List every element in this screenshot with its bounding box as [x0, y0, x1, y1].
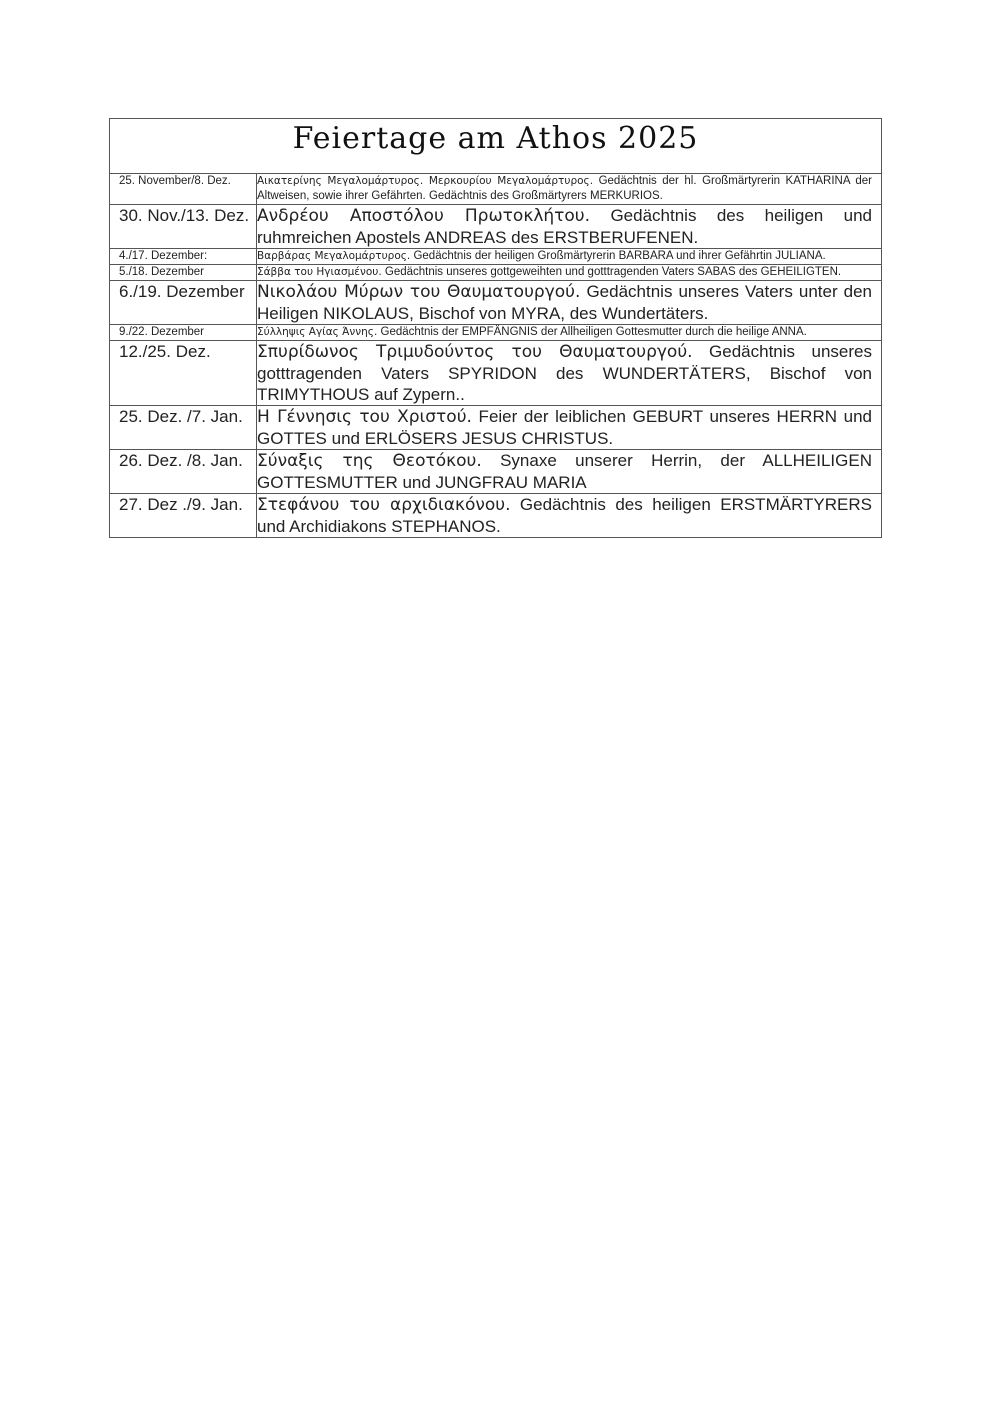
table-row: [110, 325, 882, 341]
description-cell: [257, 450, 882, 494]
german-description: Gedächtnis der EMPFÄNGNIS der Allheiligen Gottesmutter durch die heilige ANNA.: [377, 326, 807, 338]
date-cell: 5./18. Dezember: [110, 265, 257, 281]
table-row: [110, 281, 882, 325]
title-cell: [110, 119, 882, 174]
description-cell: [257, 341, 882, 406]
table-row: [110, 341, 882, 406]
description-cell: [257, 205, 882, 249]
description-cell: [257, 406, 882, 450]
german-description: Synaxe unserer Herrin, der ALLHEILIGEN GOTTESMUTTER und JUNGFRAU MARIA: [257, 451, 872, 492]
title-row: [110, 119, 882, 174]
german-description: Gedächtnis des heiligen und ruhmreichen Apostels ANDREAS des ERSTBERUFENEN.: [257, 206, 872, 247]
date-cell: 4./17. Dezember:: [110, 249, 257, 265]
greek-feast-name: Ανδρέου Αποστόλου Πρωτοκλήτου.: [257, 206, 591, 226]
table-row: [110, 406, 882, 450]
table-row: [110, 205, 882, 249]
greek-feast-name: Βαρβάρας Μεγαλομάρτυρος.: [257, 250, 411, 262]
greek-feast-name: Σύλληψις Αγίας Άννης.: [257, 326, 378, 338]
date-cell: 6./19. Dezember: [110, 281, 257, 325]
greek-feast-name: Σύναξις της Θεοτόκου.: [257, 451, 482, 471]
table-row: [110, 494, 882, 538]
greek-feast-name: Στεφάνου του αρχιδιακόνου.: [257, 495, 511, 515]
german-description: Gedächtnis des heiligen ERSTMÄRTYRERS und Archidiakons STEPHANOS.: [257, 495, 872, 536]
german-description: Gedächtnis unseres gotttragenden Vaters SPYRIDON des WUNDERTÄTERS, Bischof von TRIMYTHOUS auf Zypern..: [257, 342, 872, 404]
holiday-table: [109, 118, 882, 538]
german-description: Gedächtnis unseres gottgeweihten und gotttragenden Vaters SABAS des GEHEILIGTEN.: [381, 266, 842, 278]
description-cell: [257, 281, 882, 325]
german-description: Gedächtnis unseres Vaters unter den Heiligen NIKOLAUS, Bischof von MYRA, des Wundertäters.: [257, 282, 872, 323]
table-row: [110, 450, 882, 494]
table-row: [110, 249, 882, 265]
german-description: Gedächtnis der heiligen Großmärtyrerin BARBARA und ihrer Gefährtin JULIANA.: [410, 250, 826, 262]
description-cell: [257, 174, 882, 205]
description-cell: [257, 249, 882, 265]
description-cell: [257, 325, 882, 341]
date-cell: 9./22. Dezember: [110, 325, 257, 341]
table-row: [110, 174, 882, 205]
date-cell: 27. Dez ./9. Jan.: [110, 494, 257, 538]
german-description: Feier der leiblichen GEBURT unseres HERRN und GOTTES und ERLÖSERS JESUS CHRISTUS.: [257, 407, 872, 448]
date-cell: 25. Dez. /7. Jan.: [110, 406, 257, 450]
description-cell: [257, 494, 882, 538]
page-title: Feiertage am Athos 2025: [292, 121, 699, 156]
date-cell: 26. Dez. /8. Jan.: [110, 450, 257, 494]
greek-feast-name: Νικολάου Μύρων του Θαυματουργού.: [257, 282, 581, 302]
greek-feast-name: Η Γέννησις του Χριστού.: [257, 407, 472, 427]
german-description: Gedächtnis der hl. Großmärtyrerin KATHARINA der Altweisen, sowie ihrer Gefährten. Gedächtnis des Großmärtyrers MERKURIOS.: [257, 175, 873, 202]
greek-feast-name: Σάββα του Ηγιασμένου.: [257, 266, 382, 278]
date-cell: 30. Nov./13. Dez.: [110, 205, 257, 249]
date-cell: 25. November/8. Dez.: [110, 174, 257, 205]
date-cell: 12./25. Dez.: [110, 341, 257, 406]
table-row: [110, 265, 882, 281]
description-cell: [257, 265, 882, 281]
greek-feast-name: Σπυρίδωνος Τριμυδούντος του Θαυματουργού.: [257, 342, 693, 362]
greek-feast-name: Αικατερίνης Μεγαλομάρτυρος. Μερκουρίου Μεγαλομάρτυρος.: [257, 175, 594, 187]
